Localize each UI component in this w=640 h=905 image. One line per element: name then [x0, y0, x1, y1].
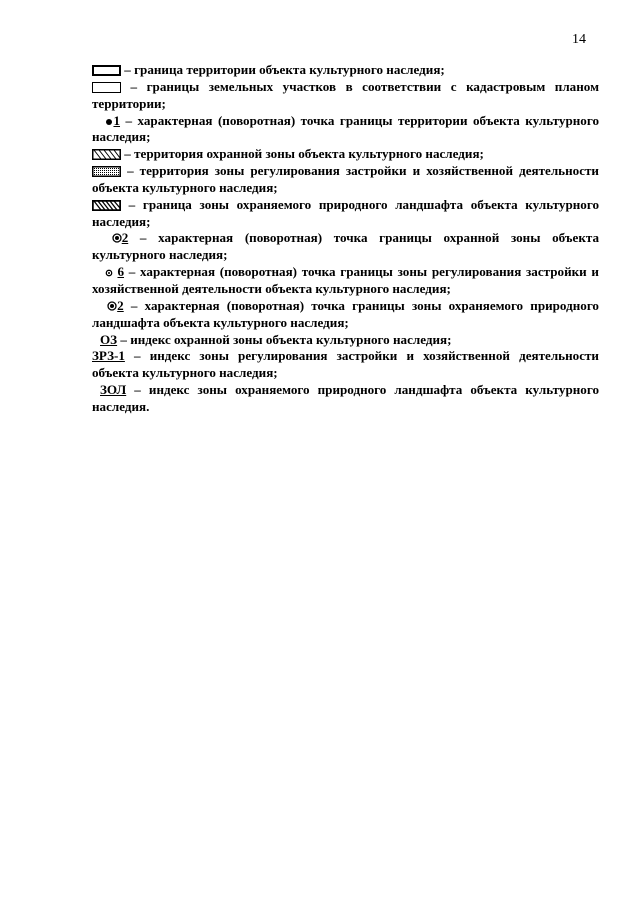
diagonal-hatch-icon	[92, 149, 121, 160]
legend-text: – границы земельных участков в соответствии с кадастровым планом территории;	[92, 78, 599, 111]
legend-entry-landscape-point	[92, 298, 599, 332]
point-number: 2	[121, 230, 129, 246]
legend-entry-land-plots	[92, 79, 599, 113]
legend-entry-heritage-boundary	[92, 62, 599, 79]
legend-text: – индекс охранной зоны объекта культурного наследия;	[120, 331, 452, 347]
legend-entry-heritage-point	[92, 113, 599, 147]
legend-entry-protection-zone	[92, 146, 599, 163]
legend-text: – территория охранной зоны объекта культурного наследия;	[124, 146, 484, 162]
point-number: 1	[113, 112, 121, 128]
ringed-dot-icon	[112, 233, 122, 243]
point-number: 6	[117, 264, 125, 280]
dotted-fill-icon	[92, 166, 121, 177]
small-dot-icon	[105, 269, 113, 277]
zone-index-label: ЗРЗ-1	[92, 348, 125, 364]
zone-index-label: ОЗ	[100, 331, 118, 347]
map-legend	[92, 62, 599, 416]
thick-rectangle-icon	[92, 65, 121, 76]
point-number: 2	[117, 297, 124, 313]
legend-entry-landscape-index	[92, 382, 599, 416]
legend-text: – индекс зоны охраняемого природного ландшафта объекта культурного наследия.	[92, 382, 599, 414]
legend-text: – характерная (поворотная) точка границы охранной зоны объекта культурного наследия;	[92, 230, 600, 263]
legend-text: – граница зоны охраняемого природного ландшафта объекта культурного наследия;	[92, 196, 599, 229]
dense-hatch-icon	[92, 200, 121, 211]
legend-text: – граница территории объекта культурного наследия;	[124, 62, 445, 77]
legend-entry-protection-point	[92, 230, 599, 264]
zone-index-label: ЗОЛ	[100, 382, 127, 398]
legend-text: – характерная (поворотная) точка границы зоны охраняемого природного ландшафта объекта культурного наследия;	[92, 297, 599, 330]
legend-entry-landscape-zone	[92, 197, 599, 231]
ringed-dot-icon	[107, 301, 117, 311]
legend-entry-regulation-point	[92, 264, 599, 298]
legend-entry-regulation-index	[92, 348, 599, 382]
legend-text: – территория зоны регулирования застройки и хозяйственной деятельности объекта культурного наследия;	[92, 163, 599, 195]
legend-text: – индекс зоны регулирования застройки и хозяйственной деятельности объекта культурного наследия;	[92, 348, 599, 381]
thin-rectangle-icon	[92, 82, 121, 93]
legend-entry-protection-index	[92, 332, 599, 349]
page-number: 14	[572, 32, 586, 47]
legend-text: – характерная (поворотная) точка границы зоны регулирования застройки и хозяйственной деятельности объекта культурного наследия;	[92, 264, 599, 296]
legend-text: – характерная (поворотная) точка границы территории объекта культурного наследия;	[92, 112, 600, 145]
legend-entry-regulation-zone	[92, 163, 599, 197]
